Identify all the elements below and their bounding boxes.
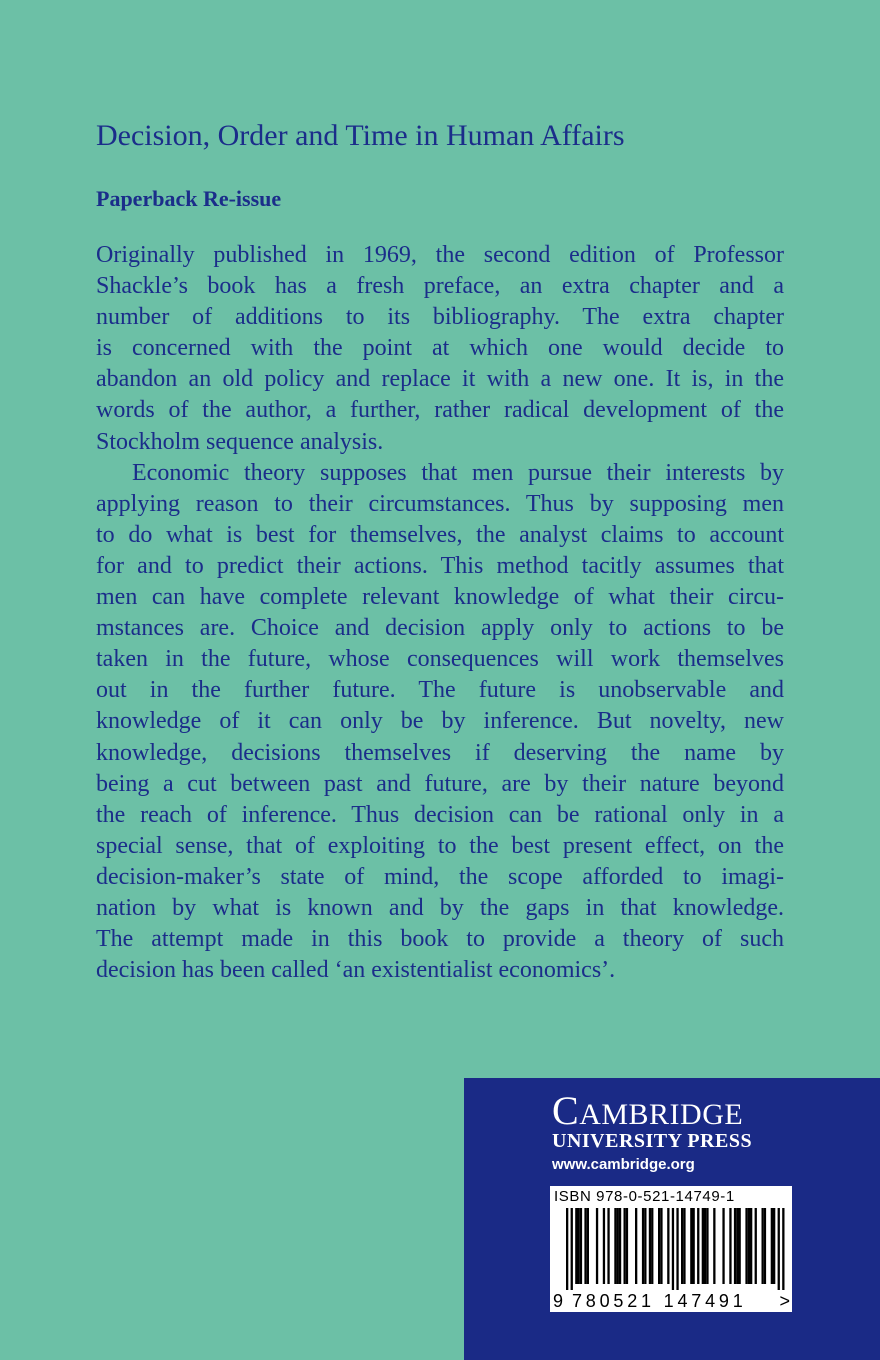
barcode-bar: [575, 1208, 577, 1284]
blurb-line: Economic theory supposes that men pursue their interests by: [132, 459, 784, 486]
blurb-line: decision has been called ‘an existentialist economics’.: [96, 957, 616, 984]
blurb-line: for and to predict their actions. This method tacitly assumes that: [96, 552, 784, 579]
blurb-line: number of additions to its bibliography. The extra chapter: [96, 304, 784, 331]
blurb-line: special sense, that of exploiting to the best present effect, on the: [96, 832, 784, 859]
blurb-line: applying reason to their circumstances. Thus by supposing men: [96, 490, 784, 517]
barcode-bar: [722, 1208, 724, 1284]
blurb-line: the reach of inference. Thus decision can be rational only in a: [96, 801, 784, 828]
blurb-line: men can have complete relevant knowledge of what their circu-: [96, 584, 784, 611]
barcode-bar: [667, 1208, 669, 1284]
barcode-bar: [704, 1208, 706, 1284]
barcode-bar: [764, 1208, 766, 1284]
barcode-bar: [739, 1208, 741, 1284]
barcode-bar: [706, 1208, 708, 1284]
barcode-bar: [614, 1208, 616, 1284]
barcode-bar: [596, 1208, 598, 1284]
barcode-bar: [672, 1208, 674, 1290]
barcode-bar: [644, 1208, 646, 1284]
blurb-line: words of the author, a further, rather radical development of the: [96, 397, 784, 424]
publisher-press-line: UNIVERSITY PRESS: [552, 1130, 753, 1152]
blurb-line: knowledge of it can only be by inference. But novelty, new: [96, 708, 784, 735]
barcode-bar: [635, 1208, 637, 1284]
blurb-line: The attempt made in this book to provide a theory of such: [96, 926, 784, 953]
barcode-bar: [745, 1208, 747, 1284]
blurb-line: mstances are. Choice and decision apply only to actions to be: [96, 615, 784, 642]
publisher-panel: [464, 1078, 880, 1360]
barcode-bar: [762, 1208, 764, 1284]
barcode-bar: [773, 1208, 775, 1284]
barcode-bar: [697, 1208, 699, 1284]
barcode-bar: [580, 1208, 582, 1284]
barcode-bar: [702, 1208, 704, 1284]
blurb-line: is concerned with the point at which one would decide to: [96, 335, 784, 362]
barcode-bar: [566, 1208, 568, 1290]
barcode-bar: [676, 1208, 678, 1290]
barcode-bar: [734, 1208, 736, 1284]
barcode-bar: [658, 1208, 660, 1284]
barcode-digits: [550, 1290, 792, 1312]
barcode-box: [550, 1186, 792, 1312]
barcode-bar: [649, 1208, 651, 1284]
logo-initial: C: [552, 1088, 580, 1133]
barcode-bar: [626, 1208, 628, 1284]
barcode-bar: [713, 1208, 715, 1284]
barcode-bar: [617, 1208, 619, 1284]
barcode-bar: [690, 1208, 692, 1284]
barcode-bar: [778, 1208, 780, 1290]
barcode-bar: [642, 1208, 644, 1284]
blurb-line: to do what is best for themselves, the analyst claims to account: [96, 521, 784, 548]
book-title: Decision, Order and Time in Human Affairs: [96, 119, 625, 152]
barcode-bar: [771, 1208, 773, 1284]
barcode-bar: [681, 1208, 683, 1284]
blurb-line: decision-maker’s state of mind, the scope afforded to imagi-: [96, 863, 784, 890]
blurb-line: nation by what is known and by the gaps in that knowledge.: [96, 894, 784, 921]
barcode-digits-rest: 780521 147491: [572, 1291, 747, 1311]
barcode-bar: [624, 1208, 626, 1284]
barcode-bar: [660, 1208, 662, 1284]
barcode-bar: [584, 1208, 586, 1284]
blurb-line: knowledge, decisions themselves if deserving the name by: [96, 739, 784, 766]
barcode-bar: [603, 1208, 605, 1284]
barcode-bar: [750, 1208, 752, 1284]
blurb-line: Originally published in 1969, the second edition of Professor: [96, 242, 784, 268]
blurb-line: Shackle’s book has a fresh preface, an extra chapter and a: [96, 273, 784, 300]
publisher-website: www.cambridge.org: [552, 1156, 695, 1173]
barcode-bar: [571, 1208, 573, 1290]
barcode-bars: [550, 1208, 792, 1290]
edition-subtitle: Paperback Re-issue: [96, 186, 282, 211]
blurb: [96, 240, 784, 986]
barcode-bar: [736, 1208, 738, 1284]
barcode-bar: [651, 1208, 653, 1284]
barcode-bar: [693, 1208, 695, 1284]
barcode-bar: [619, 1208, 621, 1284]
isbn-label: ISBN 978-0-521-14749-1: [554, 1188, 735, 1205]
barcode-bar: [748, 1208, 750, 1284]
barcode-end-marker: >: [779, 1291, 790, 1311]
barcode-bar: [755, 1208, 757, 1284]
blurb-line: being a cut between past and future, are by their nature beyond: [96, 770, 784, 797]
barcode-digit-first: 9: [553, 1291, 564, 1311]
barcode-bar: [683, 1208, 685, 1284]
blurb-line: out in the further future. The future is unobservable and: [96, 677, 784, 704]
barcode-bar: [587, 1208, 589, 1284]
blurb-line: Stockholm sequence analysis.: [96, 428, 384, 455]
blurb-line: taken in the future, whose consequences will work themselves: [96, 646, 784, 673]
barcode-bar: [607, 1208, 609, 1284]
barcode-bar: [782, 1208, 784, 1290]
logo-rest: AMBRIDGE: [579, 1098, 744, 1131]
blurb-line: abandon an old policy and replace it with a new one. It is, in the: [96, 366, 784, 393]
barcode-bar: [578, 1208, 580, 1284]
barcode-bar: [729, 1208, 731, 1284]
